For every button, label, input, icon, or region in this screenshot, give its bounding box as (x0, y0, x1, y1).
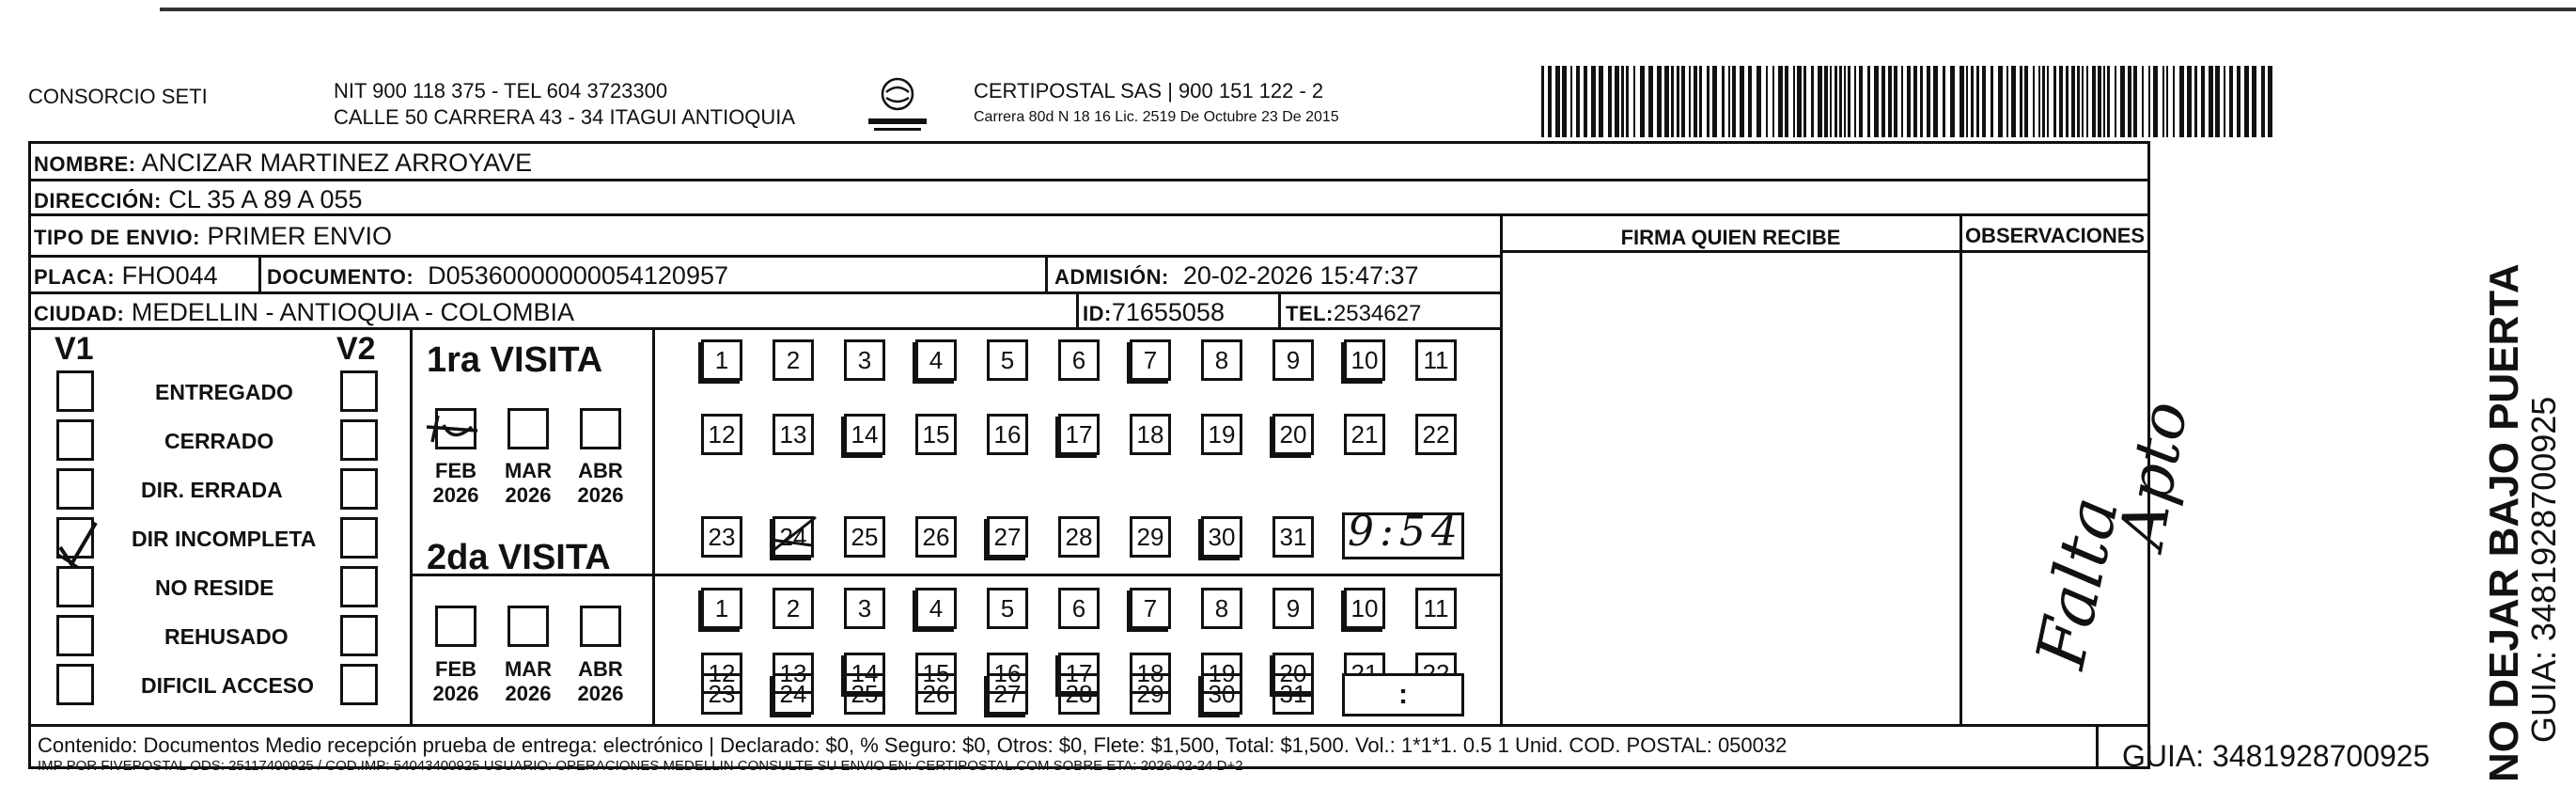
day-box[interactable]: 26 (915, 516, 957, 558)
day-box[interactable]: 20 (1272, 653, 1314, 694)
barcode-bar (1707, 66, 1710, 137)
day-box[interactable]: 3 (844, 588, 885, 629)
barcode-bar (2086, 66, 2088, 137)
day-box[interactable]: 27 (987, 673, 1028, 715)
day-box[interactable]: 30 (1201, 673, 1242, 715)
month-label: FEB (435, 459, 476, 482)
barcode-bar (2194, 66, 2197, 137)
tel-field: TEL:2534627 (1286, 301, 1422, 326)
reason-label: ENTREGADO (155, 380, 293, 404)
day-box[interactable]: 1 (701, 588, 742, 629)
day-box[interactable]: 18 (1130, 414, 1171, 455)
barcode-bar (1991, 66, 1993, 137)
visit2-time-box[interactable]: : (1342, 673, 1464, 716)
barcode-bar (1766, 66, 1768, 137)
barcode-bar (1778, 66, 1783, 137)
barcode-bar (1874, 66, 1879, 137)
day-box[interactable]: 8 (1201, 588, 1242, 629)
barcode-bar (1699, 66, 1702, 137)
barcode-bar (1959, 66, 1964, 137)
barcode-bar (1848, 66, 1850, 137)
barcode-bar (1671, 66, 1674, 137)
barcode-bar (2201, 66, 2205, 137)
barcode-bar (1728, 66, 1730, 137)
barcode-bar (1677, 66, 1679, 137)
day-box[interactable]: 17 (1058, 653, 1100, 694)
city: MEDELLIN - ANTIOQUIA - COLOMBIA (131, 298, 574, 326)
day-box[interactable]: 3 (844, 339, 885, 381)
v1-checkbox[interactable] (56, 468, 94, 510)
barcode-bar (2153, 66, 2158, 137)
barcode-bar (2038, 66, 2040, 137)
barcode-bar (1599, 66, 1603, 137)
barcode-bar (1681, 66, 1685, 137)
recipient-name: ANCIZAR MARTINEZ ARROYAVE (141, 149, 533, 177)
barcode-bar (2224, 66, 2225, 137)
barcode-bar (2148, 66, 2150, 137)
v2-checkbox[interactable] (340, 419, 378, 461)
barcode-bar (2033, 66, 2035, 137)
barcode-bar (2209, 66, 2213, 137)
barcode-bar (1608, 66, 1612, 137)
day-box[interactable]: 9 (1272, 588, 1314, 629)
day-box[interactable]: 27 (987, 516, 1028, 558)
barcode-bar (2237, 66, 2240, 137)
barcode-bar (1712, 66, 1717, 137)
barcode-bar (1772, 66, 1774, 137)
imp-line: IMP POR FIVEPOSTAL ODS: 25117400925 / COD.IMP: 54043400925 USUARIO: OPERACIONES MEDELLIN CONSULTE SU ENVIO EN: CERTIPOSTAL.COM SOBRE ETA: 2026-02-24 D+2 (38, 758, 1243, 774)
day-box[interactable]: 17 (1058, 414, 1100, 455)
day-box[interactable]: 7 (1130, 339, 1171, 381)
barcode-bar (1834, 66, 1837, 137)
day-box[interactable]: 31 (1272, 516, 1314, 558)
nit-line: NIT 900 118 375 - TEL 604 3723300 (334, 79, 668, 102)
barcode-bar (1971, 66, 1974, 137)
certipostal-logo (863, 73, 932, 139)
side-guia: GUIA: 3481928700925 (2524, 396, 2563, 743)
reason-label: DIFICIL ACCESO (141, 673, 315, 698)
barcode-bar (1648, 66, 1653, 137)
day-box[interactable]: 26 (915, 673, 957, 715)
v2-checkbox[interactable] (340, 468, 378, 510)
address-line: CALLE 50 CARRERA 43 - 34 ITAGUI ANTIOQUIA (334, 105, 796, 129)
barcode-bar (1888, 66, 1892, 137)
barcode-bar (1562, 66, 1567, 137)
day-box[interactable]: 24 (773, 516, 814, 558)
year-label: 2026 (432, 483, 479, 507)
certipostal-license: Carrera 80d N 18 16 Lic. 2519 De Octubre 23 De 2015 (974, 109, 1339, 125)
document-field: DOCUMENTO: D05360000000054120957 (267, 261, 728, 290)
v2-checkbox[interactable] (340, 370, 378, 412)
day-box[interactable]: 4 (915, 339, 957, 381)
v1-checkbox[interactable] (56, 370, 94, 412)
certipostal-line: CERTIPOSTAL SAS | 900 151 122 - 2 (974, 79, 1324, 102)
plate-field: PLACA: FHO044 (34, 261, 218, 290)
barcode-bar (1797, 66, 1802, 137)
barcode-bar (1722, 66, 1725, 137)
barcode-bar (1694, 66, 1697, 137)
barcode-bar (2179, 66, 2184, 137)
barcode-bar (2098, 66, 2101, 137)
day-box[interactable]: 18 (1130, 653, 1171, 694)
v2-checkbox[interactable] (340, 517, 378, 559)
barcode-bar (2142, 66, 2144, 137)
check-mark-icon (55, 519, 105, 570)
day-box[interactable]: 11 (1415, 339, 1457, 381)
barcode-bar (2053, 66, 2056, 137)
v2-checkbox[interactable] (340, 615, 378, 656)
barcode-bar (1621, 66, 1624, 137)
handwritten-apto: Apto (2105, 396, 2202, 554)
day-box[interactable]: 23 (701, 516, 742, 558)
v2-checkbox[interactable] (340, 566, 378, 607)
barcode-bar (1555, 66, 1560, 137)
day-box[interactable]: 22 (1415, 414, 1457, 455)
footer-guia: GUIA: 3481928700925 (2122, 739, 2430, 773)
barcode-bar (1576, 66, 1580, 137)
barcode-bar (2092, 66, 2096, 137)
day-box[interactable]: 5 (987, 339, 1028, 381)
reason-label: DIR INCOMPLETA (132, 527, 317, 551)
day-box[interactable]: 30 (1201, 516, 1242, 558)
address-field: DIRECCIÓN: CL 35 A 89 A 055 (34, 185, 363, 213)
day-box[interactable]: 8 (1201, 339, 1242, 381)
barcode-bar (1811, 66, 1814, 137)
day-box[interactable]: 10 (1344, 339, 1385, 381)
barcode-bar (1976, 66, 1979, 137)
day-box[interactable]: 21 (1344, 414, 1385, 455)
barcode-bar (1584, 66, 1587, 137)
barcode-bar (1859, 66, 1863, 137)
barcode-bar (2066, 66, 2069, 137)
barcode-bar (2071, 66, 2075, 137)
barcode-bar (2107, 66, 2110, 137)
barcode-bar (2082, 66, 2084, 137)
year-label: 2026 (505, 682, 552, 705)
recipient-tel: 2534627 (1333, 301, 1422, 326)
barcode-bar (2261, 66, 2265, 137)
recipient-id: 71655058 (1111, 298, 1225, 326)
barcode-bar (1664, 66, 1669, 137)
day-box[interactable]: 13 (773, 414, 814, 455)
contents-line: Contenido: Documentos Medio recepción prueba de entrega: electrónico | Declarado: $0, % Seguro: $0, Otros: $0, Flete: $1,500, Total: $1,500. Vol.: 1*1*1. 0.5 1 Unid. COD. POSTAL: 050032 (38, 733, 1788, 757)
reason-label: NO RESIDE (155, 575, 274, 600)
plate: FHO044 (121, 261, 218, 290)
day-box[interactable]: 25 (844, 516, 885, 558)
v2-label: V2 (336, 331, 376, 367)
reason-label: REHUSADO (164, 624, 289, 649)
barcode-bar (1933, 66, 1938, 137)
day-box[interactable]: 19 (1201, 653, 1242, 694)
barcode-bar (1844, 66, 1846, 137)
barcode-bar (1913, 66, 1917, 137)
month-label: ABR (578, 657, 623, 681)
side-warning: NO DEJAR BAJO PUERTA (2481, 263, 2527, 782)
barcode-bar (2173, 66, 2175, 137)
barcode-bar (1824, 66, 1828, 137)
barcode-bar (2011, 66, 2016, 137)
shipment-type-field: TIPO DE ENVIO: PRIMER ENVIO (34, 222, 392, 250)
day-box[interactable]: 31 (1272, 673, 1314, 715)
barcode-bar (1732, 66, 1736, 137)
month-checkbox[interactable] (435, 606, 476, 647)
barcode-bar (1998, 66, 2003, 137)
handwritten-falta: Falta (2021, 490, 2134, 675)
barcode-bar (1748, 66, 1752, 137)
barcode-bar (1920, 66, 1923, 137)
v1-checkbox[interactable] (56, 419, 94, 461)
month-label: MAR (504, 657, 553, 681)
day-box[interactable]: 6 (1058, 339, 1100, 381)
day-box[interactable]: 13 (773, 653, 814, 694)
barcode-bar (1689, 66, 1691, 137)
barcode-bar (2215, 66, 2220, 137)
v1-checkbox[interactable] (56, 615, 94, 656)
barcode-bar (2047, 66, 2049, 137)
barcode-bar (1633, 66, 1635, 137)
barcode-bar (1854, 66, 1856, 137)
v1-checkbox[interactable] (56, 566, 94, 607)
barcode-bar (1830, 66, 1832, 137)
barcode-bar (1894, 66, 1897, 137)
observations-header: OBSERVACIONES (1964, 224, 2146, 247)
barcode-bar (2115, 66, 2116, 137)
day-box[interactable]: 23 (701, 673, 742, 715)
day-box[interactable]: 1 (701, 339, 742, 381)
shipment-type: PRIMER ENVIO (207, 222, 392, 250)
name-field: NOMBRE: ANCIZAR MARTINEZ ARROYAVE (34, 149, 533, 177)
month-label: MAR (504, 459, 553, 482)
barcode-bar (1839, 66, 1842, 137)
day-box[interactable]: 28 (1058, 516, 1100, 558)
reason-label: CERRADO (164, 429, 274, 453)
barcode-bar (1548, 66, 1552, 137)
month-checkbox[interactable] (507, 606, 549, 647)
day-box[interactable]: 4 (915, 588, 957, 629)
barcode-bar (2059, 66, 2063, 137)
barcode-bar (1615, 66, 1619, 137)
barcode-bar (1867, 66, 1870, 137)
day-box[interactable]: 16 (987, 414, 1028, 455)
day-box[interactable]: 24 (773, 673, 814, 715)
day-box[interactable]: 6 (1058, 588, 1100, 629)
top-border-line (160, 8, 2576, 11)
day-box[interactable]: 16 (987, 653, 1028, 694)
barcode-bar (1756, 66, 1761, 137)
year-label: 2026 (577, 483, 624, 507)
barcode-bar (1818, 66, 1822, 137)
barcode-bar (1803, 66, 1806, 137)
barcode-bar (2103, 66, 2105, 137)
day-box[interactable]: 12 (701, 414, 742, 455)
barcode-bar (1982, 66, 1986, 137)
day-box[interactable]: 14 (844, 414, 885, 455)
barcode-bar (1785, 66, 1788, 137)
v2-checkbox[interactable] (340, 664, 378, 705)
barcode (1541, 66, 2274, 137)
barcode-bar (1591, 66, 1596, 137)
day-mark-icon (769, 513, 820, 557)
id-field: ID:71655058 (1083, 298, 1225, 326)
day-box[interactable]: 29 (1130, 673, 1171, 715)
barcode-bar (2077, 66, 2080, 137)
barcode-bar (1657, 66, 1662, 137)
day-box[interactable]: 14 (844, 653, 885, 694)
visit2-title: 2da VISITA (427, 538, 611, 577)
barcode-bar (1640, 66, 1645, 137)
day-box[interactable]: 20 (1272, 414, 1314, 455)
day-box[interactable]: 2 (773, 339, 814, 381)
day-box[interactable]: 12 (701, 653, 742, 694)
day-box[interactable]: 2 (773, 588, 814, 629)
recipient-address: CL 35 A 89 A 055 (168, 185, 363, 213)
barcode-bar (1881, 66, 1885, 137)
barcode-bar (1570, 66, 1572, 137)
day-box[interactable]: 11 (1415, 588, 1457, 629)
v1-label: V1 (55, 331, 94, 367)
barcode-bar (1927, 66, 1930, 137)
barcode-bar (1793, 66, 1795, 137)
admission: 20-02-2026 15:47:37 (1182, 261, 1419, 290)
barcode-bar (2244, 66, 2249, 137)
year-label: 2026 (577, 682, 624, 705)
barcode-bar (2229, 66, 2233, 137)
barcode-bar (1943, 66, 1945, 137)
day-box[interactable]: 25 (844, 673, 885, 715)
year-label: 2026 (432, 682, 479, 705)
month-checkbox[interactable] (507, 408, 549, 449)
day-box[interactable]: 19 (1201, 414, 1242, 455)
barcode-bar (2162, 66, 2164, 137)
month-mark-icon (425, 406, 481, 455)
barcode-bar (2020, 66, 2022, 137)
day-box[interactable]: 7 (1130, 588, 1171, 629)
barcode-bar (2024, 66, 2028, 137)
barcode-bar (2120, 66, 2125, 137)
document: D05360000000054120957 (428, 261, 728, 290)
company-name: CONSORCIO SETI (28, 85, 208, 108)
barcode-bar (2042, 66, 2045, 137)
day-box[interactable]: 15 (915, 653, 957, 694)
barcode-bar (1541, 66, 1544, 137)
barcode-bar (1950, 66, 1955, 137)
month-checkbox[interactable] (580, 408, 621, 449)
month-label: FEB (435, 657, 476, 681)
barcode-bar (1901, 66, 1903, 137)
admission-field: ADMISIÓN: 20-02-2026 15:47:37 (1054, 261, 1419, 290)
signature-header: FIRMA QUIEN RECIBE (1620, 226, 1841, 249)
reason-label: DIR. ERRADA (141, 478, 283, 502)
day-box[interactable]: 9 (1272, 339, 1314, 381)
visit1-title: 1ra VISITA (427, 340, 603, 380)
month-label: ABR (578, 459, 623, 482)
day-box[interactable]: 29 (1130, 516, 1171, 558)
day-box[interactable]: 15 (915, 414, 957, 455)
day-box[interactable]: 28 (1058, 673, 1100, 715)
barcode-bar (2166, 66, 2168, 137)
barcode-bar (1626, 66, 1629, 137)
day-box[interactable]: 5 (987, 588, 1028, 629)
barcode-bar (2187, 66, 2192, 137)
v1-checkbox[interactable] (56, 664, 94, 705)
barcode-bar (2252, 66, 2256, 137)
barcode-bar (2128, 66, 2131, 137)
barcode-bar (2006, 66, 2008, 137)
day-box[interactable]: 10 (1344, 588, 1385, 629)
visit1-time: 9:54 (1348, 508, 1463, 556)
barcode-bar (2268, 66, 2272, 137)
barcode-bar (2133, 66, 2137, 137)
month-checkbox[interactable] (580, 606, 621, 647)
barcode-bar (1907, 66, 1911, 137)
barcode-bar (1966, 66, 1968, 137)
barcode-bar (1740, 66, 1744, 137)
city-field: CIUDAD: MEDELLIN - ANTIOQUIA - COLOMBIA (34, 298, 574, 326)
year-label: 2026 (505, 483, 552, 507)
